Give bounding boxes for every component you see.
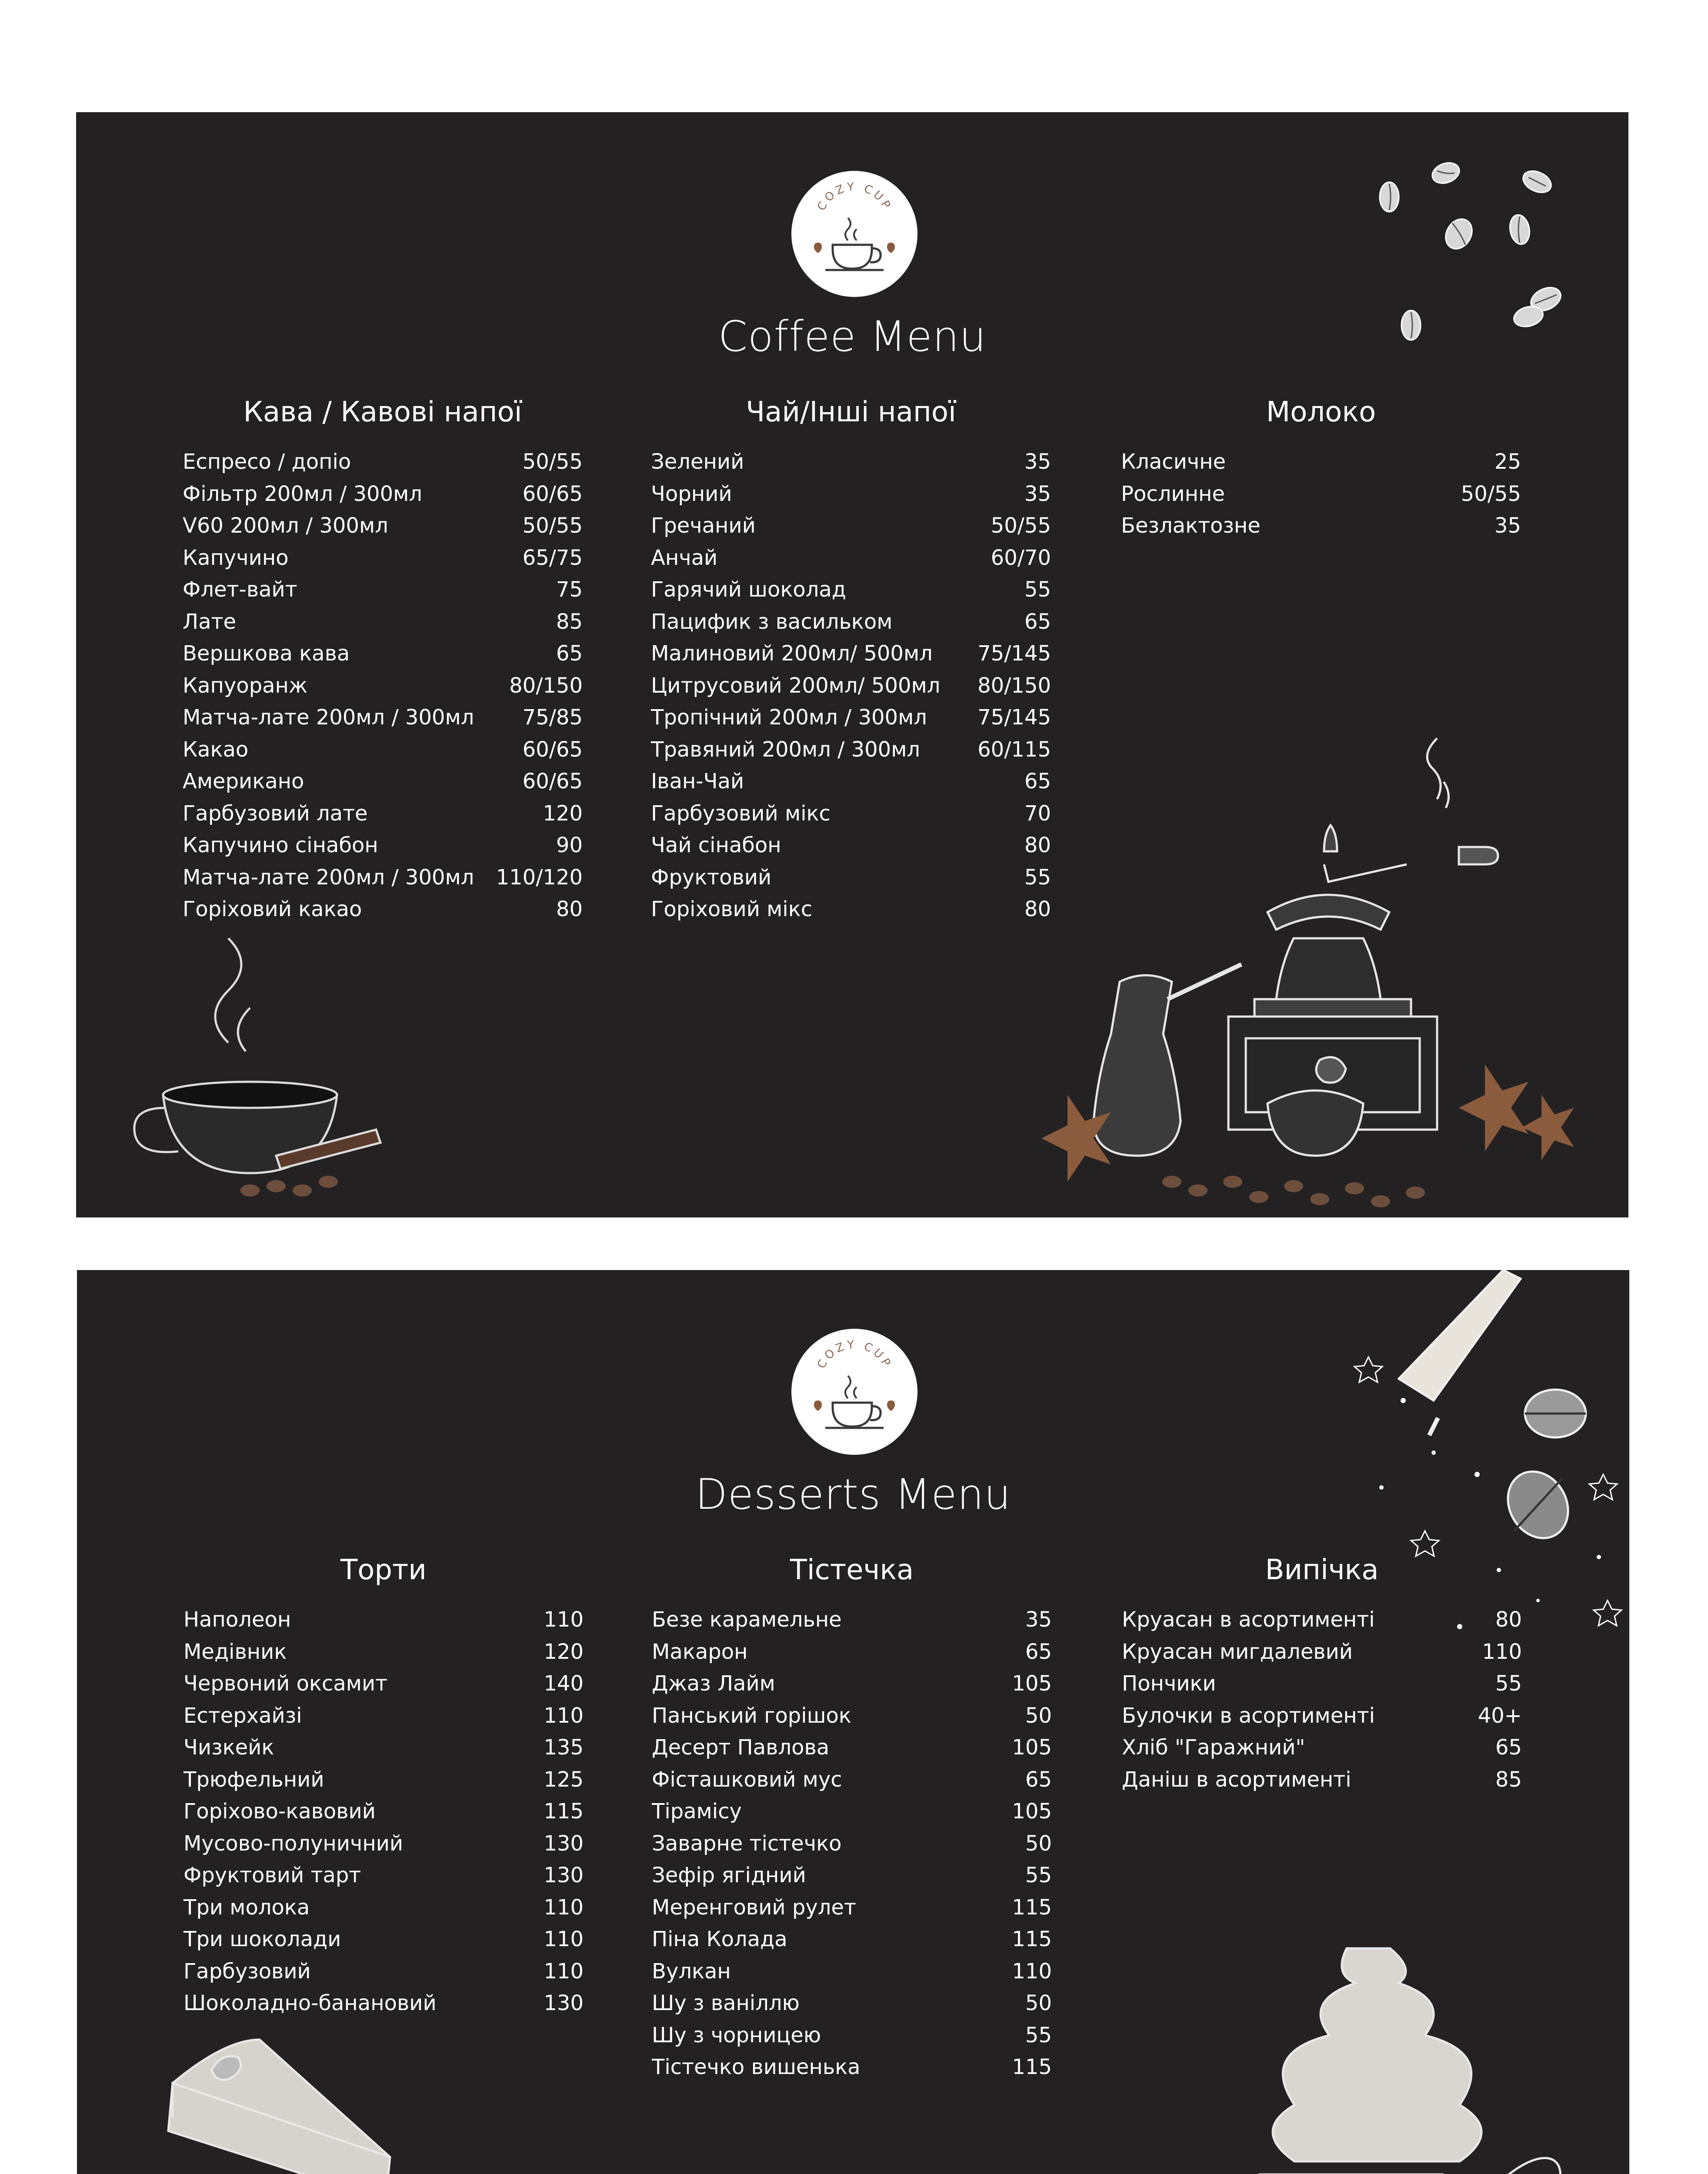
menu-item-name: Піна Колада bbox=[652, 1927, 787, 1951]
menu-item-price: 80/150 bbox=[509, 673, 583, 698]
menu-item-price: 55 bbox=[1495, 1671, 1522, 1696]
menu-item-name: Шоколадно-банановий bbox=[183, 1991, 437, 2015]
menu-item-price: 75/85 bbox=[522, 705, 583, 730]
menu-item-name: Мусово-полуничний bbox=[183, 1831, 404, 1856]
menu-item-name: Капучино сінабон bbox=[183, 833, 378, 857]
menu-item-name: Заварне тістечко bbox=[652, 1831, 842, 1856]
menu-item bbox=[183, 862, 583, 894]
menu-item bbox=[652, 1796, 1052, 1828]
menu-item bbox=[183, 1956, 584, 1988]
rolling-pin-illustration bbox=[1294, 1270, 1629, 1661]
menu-item-name: Даніш в асортименті bbox=[1122, 1767, 1351, 1792]
menu-item-name: Чизкейк bbox=[183, 1735, 274, 1760]
menu-column-cakes bbox=[183, 1553, 584, 2020]
cozy-cup-logo bbox=[791, 1329, 917, 1455]
menu-item bbox=[183, 574, 583, 606]
menu-item-name: Червоний оксамит bbox=[183, 1671, 388, 1696]
coffee-menu-panel bbox=[76, 112, 1628, 1217]
menu-item bbox=[652, 1732, 1052, 1764]
menu-title: Desserts Menu bbox=[695, 1470, 1011, 1519]
menu-item-name: Безлактозне bbox=[1121, 513, 1261, 538]
menu-item bbox=[652, 1987, 1052, 2020]
menu-item-price: 110 bbox=[544, 1959, 584, 1984]
menu-item-name: Медівник bbox=[183, 1639, 287, 1664]
menu-item-name: Три молока bbox=[183, 1895, 310, 1920]
coffee-grinder-illustration bbox=[989, 721, 1620, 1217]
menu-item-price: 70 bbox=[1024, 801, 1051, 826]
menu-item bbox=[1122, 1764, 1522, 1796]
menu-item bbox=[652, 1924, 1052, 1956]
menu-item bbox=[183, 638, 583, 670]
menu-item bbox=[183, 798, 583, 830]
menu-item bbox=[652, 1860, 1052, 1892]
menu-item-name: Лате bbox=[183, 609, 236, 634]
menu-item-name: Чай сінабон bbox=[651, 833, 781, 857]
menu-item-name: Гарбузовий лате bbox=[183, 801, 368, 826]
menu-item bbox=[183, 1860, 584, 1892]
menu-item-name: Капуоранж bbox=[183, 673, 308, 698]
menu-item-name: Гарбузовий bbox=[183, 1959, 311, 1984]
menu-item-name: Матча-лате 200мл / 300мл bbox=[183, 705, 474, 730]
menu-item bbox=[183, 1892, 584, 1924]
menu-item bbox=[183, 766, 583, 798]
menu-item-price: 80/150 bbox=[977, 673, 1051, 698]
menu-item-name: Гречаний bbox=[651, 513, 756, 538]
menu-item bbox=[183, 830, 583, 862]
menu-item bbox=[183, 1732, 584, 1764]
menu-item-name: Американо bbox=[183, 769, 304, 794]
menu-item bbox=[183, 1604, 584, 1636]
menu-item-name: Чорний bbox=[651, 481, 732, 506]
menu-item-price: 80 bbox=[556, 897, 583, 921]
menu-item-price: 105 bbox=[1012, 1671, 1052, 1696]
menu-item-name: Шу з ваніллю bbox=[652, 1991, 800, 2015]
menu-item-name: Цитрусовий 200мл/ 500мл bbox=[651, 673, 941, 698]
menu-item bbox=[1122, 1732, 1522, 1764]
menu-item bbox=[1122, 1700, 1522, 1732]
menu-item bbox=[183, 1924, 584, 1956]
menu-item-price: 50/55 bbox=[1461, 481, 1521, 506]
menu-item-name: Фруктовий bbox=[651, 865, 772, 890]
menu-item-price: 140 bbox=[544, 1671, 584, 1696]
menu-item bbox=[652, 1956, 1052, 1988]
menu-item-price: 85 bbox=[556, 609, 583, 634]
menu-item bbox=[183, 1636, 584, 1668]
menu-item-name: Трюфельний bbox=[183, 1767, 324, 1792]
menu-item bbox=[651, 510, 1051, 542]
menu-item bbox=[183, 1828, 584, 1860]
menu-item bbox=[652, 1764, 1052, 1796]
menu-item-price: 110 bbox=[544, 1703, 584, 1728]
menu-item-name: Малиновий 200мл/ 500мл bbox=[651, 641, 933, 666]
menu-item-price: 80 bbox=[1495, 1607, 1522, 1632]
menu-item-name: Іван-Чай bbox=[651, 769, 744, 794]
menu-item bbox=[652, 1828, 1052, 1860]
menu-item-price: 35 bbox=[1025, 1607, 1052, 1632]
menu-item-price: 110/120 bbox=[496, 865, 583, 890]
menu-item-price: 75 bbox=[556, 577, 583, 602]
menu-item-name: Рослинне bbox=[1121, 481, 1225, 506]
menu-item-price: 50 bbox=[1025, 1991, 1052, 2015]
menu-item-price: 35 bbox=[1494, 513, 1521, 538]
menu-item-price: 25 bbox=[1494, 450, 1521, 474]
menu-item-name: Класичне bbox=[1121, 450, 1226, 474]
menu-item-price: 50/55 bbox=[991, 513, 1051, 538]
menu-item-name: Фільтр 200мл / 300мл bbox=[183, 481, 423, 506]
menu-item bbox=[1121, 478, 1521, 510]
menu-item bbox=[183, 446, 583, 478]
menu-item-price: 115 bbox=[1012, 1895, 1052, 1920]
menu-item-name: Вулкан bbox=[652, 1959, 731, 1984]
menu-item bbox=[652, 1668, 1052, 1700]
menu-item-name: Гарбузовий мікс bbox=[651, 801, 831, 826]
menu-item-name: Фісташковий мус bbox=[652, 1767, 842, 1792]
menu-column-coffee-drinks bbox=[183, 395, 583, 926]
menu-item-name: Безе карамельне bbox=[652, 1607, 842, 1632]
logo-text: COZY CUP bbox=[814, 180, 894, 213]
menu-item-price: 40+ bbox=[1478, 1703, 1522, 1728]
menu-item-name: Горіхово-кавовий bbox=[183, 1799, 376, 1824]
menu-item-price: 105 bbox=[1012, 1735, 1052, 1760]
menu-item-name: Хліб "Гаражний" bbox=[1122, 1735, 1305, 1760]
cupcake-illustration bbox=[1129, 1940, 1629, 2174]
menu-item-price: 110 bbox=[1012, 1959, 1052, 1984]
cozy-cup-logo bbox=[791, 171, 917, 297]
menu-item-name: Круасан в асортименті bbox=[1122, 1607, 1375, 1632]
menu-item bbox=[1122, 1668, 1522, 1700]
menu-item-name: Меренговий рулет bbox=[652, 1895, 856, 1920]
menu-item bbox=[183, 1700, 584, 1732]
menu-item-name: Круасан мигдалевий bbox=[1122, 1639, 1353, 1664]
menu-item bbox=[183, 510, 583, 542]
menu-item-price: 65 bbox=[556, 641, 583, 666]
menu-item bbox=[183, 702, 583, 734]
menu-item bbox=[651, 478, 1051, 510]
menu-item bbox=[651, 606, 1051, 638]
menu-item-price: 65 bbox=[1025, 1639, 1052, 1664]
column-heading: Торти bbox=[340, 1554, 427, 1586]
menu-item bbox=[652, 2020, 1052, 2052]
menu-item-name: Три шоколади bbox=[183, 1927, 341, 1951]
cake-slice-illustration bbox=[155, 2031, 460, 2174]
menu-item-price: 55 bbox=[1025, 1863, 1052, 1887]
menu-item-price: 90 bbox=[556, 833, 583, 857]
menu-column-pastries bbox=[652, 1553, 1052, 2084]
logo-text: COZY CUP bbox=[814, 1338, 894, 1371]
svg-text:COZY CUP bbox=[815, 1338, 894, 1370]
menu-item-price: 85 bbox=[1495, 1767, 1522, 1792]
menu-item-name: Тропічний 200мл / 300мл bbox=[651, 705, 927, 730]
menu-item-name: Наполеон bbox=[183, 1607, 291, 1632]
cup-logo-icon bbox=[791, 1329, 917, 1455]
menu-item-price: 35 bbox=[1024, 450, 1051, 474]
menu-item-name: Гарячий шоколад bbox=[651, 577, 846, 602]
menu-item-price: 60/70 bbox=[991, 545, 1051, 570]
menu-item-price: 65/75 bbox=[522, 545, 583, 570]
menu-item bbox=[183, 734, 583, 766]
menu-item-price: 75/145 bbox=[977, 705, 1051, 730]
menu-item bbox=[652, 1892, 1052, 1924]
menu-item bbox=[651, 446, 1051, 478]
menu-item-name: Пацифик з васильком bbox=[651, 609, 893, 634]
menu-item-price: 60/65 bbox=[522, 737, 583, 762]
menu-item-price: 130 bbox=[544, 1991, 584, 2015]
menu-item-name: Десерт Павлова bbox=[652, 1735, 830, 1760]
menu-item-price: 115 bbox=[1012, 2055, 1052, 2079]
menu-item bbox=[183, 1987, 584, 2020]
menu-item-price: 110 bbox=[544, 1927, 584, 1951]
menu-item-price: 130 bbox=[544, 1831, 584, 1856]
menu-item-price: 35 bbox=[1024, 481, 1051, 506]
menu-item-price: 135 bbox=[544, 1735, 584, 1760]
menu-item-price: 60/65 bbox=[522, 769, 583, 794]
menu-item-name: Зелений bbox=[651, 450, 744, 474]
menu-item-name: Травяний 200мл / 300мл bbox=[651, 737, 921, 762]
menu-item-name: Тістечко вишенька bbox=[652, 2055, 861, 2079]
menu-item-name: Матча-лате 200мл / 300мл bbox=[183, 865, 474, 890]
menu-item bbox=[183, 542, 583, 574]
menu-item-name: Какао bbox=[183, 737, 249, 762]
menu-item bbox=[652, 1700, 1052, 1732]
menu-item-price: 50 bbox=[1025, 1831, 1052, 1856]
column-heading: Чай/Інші напої bbox=[746, 396, 956, 428]
menu-item bbox=[651, 670, 1051, 702]
menu-item bbox=[652, 1636, 1052, 1668]
menu-item-list bbox=[183, 446, 583, 926]
menu-item-price: 105 bbox=[1012, 1799, 1052, 1824]
menu-item bbox=[652, 2051, 1052, 2084]
menu-item-name: Горіховий какао bbox=[183, 897, 362, 921]
coffee-beans-illustration bbox=[1337, 156, 1598, 373]
menu-item-price: 60/65 bbox=[522, 481, 583, 506]
menu-item-name: Зефір ягідний bbox=[652, 1863, 806, 1887]
menu-item bbox=[183, 1796, 584, 1828]
menu-item-price: 125 bbox=[544, 1767, 584, 1792]
column-heading: Кава / Кавові напої bbox=[243, 396, 522, 428]
menu-item-price: 55 bbox=[1024, 865, 1051, 890]
menu-item-name: Панський горішок bbox=[652, 1703, 851, 1728]
desserts-menu-panel bbox=[77, 1270, 1629, 2174]
menu-item bbox=[651, 574, 1051, 606]
column-heading: Тістечка bbox=[790, 1554, 914, 1586]
menu-item-price: 65 bbox=[1495, 1735, 1522, 1760]
menu-item-price: 65 bbox=[1025, 1767, 1052, 1792]
menu-item-name: Джаз Лайм bbox=[652, 1671, 775, 1696]
menu-item-name: Естерхайзі bbox=[183, 1703, 302, 1728]
menu-item-price: 60/115 bbox=[977, 737, 1051, 762]
menu-item-name: Булочки в асортименті bbox=[1122, 1703, 1375, 1728]
svg-text:COZY CUP bbox=[815, 180, 894, 213]
menu-item bbox=[183, 670, 583, 702]
menu-item-price: 110 bbox=[1482, 1639, 1522, 1664]
menu-item-price: 120 bbox=[544, 1639, 584, 1664]
menu-item bbox=[183, 606, 583, 638]
menu-item bbox=[651, 638, 1051, 670]
menu-item-name: Тірамісу bbox=[652, 1799, 742, 1824]
menu-item-price: 80 bbox=[1024, 833, 1051, 857]
menu-item-price: 110 bbox=[544, 1607, 584, 1632]
menu-item-price: 115 bbox=[544, 1799, 584, 1824]
menu-item-price: 65 bbox=[1024, 609, 1051, 634]
menu-item-name: Шу з чорницею bbox=[652, 2023, 821, 2047]
menu-column-milk bbox=[1121, 395, 1521, 542]
coffee-cup-illustration bbox=[120, 912, 424, 1208]
menu-item bbox=[183, 1764, 584, 1796]
menu-item-name: Пончики bbox=[1122, 1671, 1216, 1696]
menu-item-price: 50/55 bbox=[522, 513, 583, 538]
menu-item bbox=[183, 478, 583, 510]
menu-item-name: Еспресо / допіо bbox=[183, 450, 351, 474]
menu-item-price: 115 bbox=[1012, 1927, 1052, 1951]
column-heading: Випічка bbox=[1265, 1554, 1379, 1586]
menu-item-name: Вершкова кава bbox=[183, 641, 350, 666]
menu-item-price: 120 bbox=[543, 801, 583, 826]
menu-item-price: 65 bbox=[1024, 769, 1051, 794]
cup-logo-icon bbox=[791, 171, 917, 297]
menu-item-price: 80 bbox=[1024, 897, 1051, 921]
menu-item-name: Флет-вайт bbox=[183, 577, 297, 602]
menu-item-name: Анчай bbox=[651, 545, 718, 570]
menu-item bbox=[652, 1604, 1052, 1636]
menu-item-price: 110 bbox=[544, 1895, 584, 1920]
menu-item-name: Макарон bbox=[652, 1639, 748, 1664]
menu-item bbox=[1121, 446, 1521, 478]
menu-item bbox=[183, 1668, 584, 1700]
menu-item-name: Капучино bbox=[183, 545, 289, 570]
menu-item-name: Горіховий мікс bbox=[651, 897, 813, 921]
menu-item-list bbox=[652, 1604, 1052, 2084]
menu-item-price: 75/145 bbox=[977, 641, 1051, 666]
column-heading: Молоко bbox=[1266, 396, 1376, 428]
menu-item-price: 55 bbox=[1025, 2023, 1052, 2047]
menu-item-list bbox=[183, 1604, 584, 2020]
menu-item-name: V60 200мл / 300мл bbox=[183, 513, 388, 538]
menu-title: Coffee Menu bbox=[718, 312, 987, 361]
menu-item-price: 50/55 bbox=[522, 450, 583, 474]
menu-item bbox=[651, 542, 1051, 574]
menu-item-list bbox=[1121, 446, 1521, 542]
menu-item-price: 50 bbox=[1025, 1703, 1052, 1728]
menu-item-price: 130 bbox=[544, 1863, 584, 1887]
menu-item-name: Фруктовий тарт bbox=[183, 1863, 361, 1887]
menu-item bbox=[1121, 510, 1521, 542]
menu-item-price: 55 bbox=[1024, 577, 1051, 602]
